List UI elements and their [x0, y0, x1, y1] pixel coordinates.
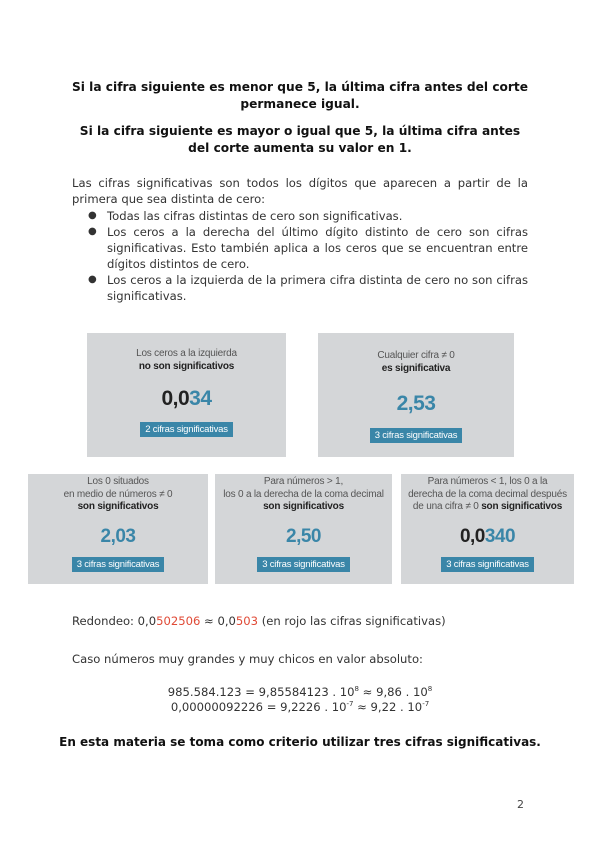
card-badge: 3 cifras significativas [72, 557, 165, 572]
bullet-icon: ● [88, 210, 97, 221]
conclusion: En esta materia se toma como criterio utilizar tres cifras significativas. [59, 735, 541, 749]
card-caption: Los 0 situados [87, 476, 149, 487]
card-caption: Cualquier cifra ≠ 0 [377, 350, 455, 361]
card-leading-zeros [87, 333, 286, 457]
card-caption: derecha de la coma decimal después [408, 488, 567, 500]
significant-rules-list [72, 208, 528, 304]
card-caption: los 0 a la derecha de la coma decimal [223, 488, 384, 500]
card-example-number: 0,034 [161, 387, 212, 410]
card-caption-bold: son significativos [481, 501, 563, 512]
list-item: ● Todas las cifras distintas de cero son significativas. [88, 209, 403, 223]
rule-menor-que-5: Si la cifra siguiente es menor que 5, la última cifra antes del corte permanece igual. [71, 80, 529, 111]
card-caption-bold: no son significativos [138, 360, 235, 372]
card-badge: 3 cifras significativas [257, 557, 350, 572]
card-badge: 3 cifras significativas [441, 557, 534, 572]
card-caption: Los ceros a la izquierda [136, 348, 237, 359]
list-item: ● Los ceros a la derecha del último dígito distinto de cero son cifras significativas. Esto también aplica a los ceros que se encuentran entre dígitos distintos de cero. [88, 225, 528, 271]
rounding-example: Redondeo: 0,0502506 ≈ 0,0503 (en rojo las cifras significativas) [72, 614, 446, 628]
page-number: 2 [517, 798, 524, 811]
card-trailing-zeros-lt1 [401, 474, 574, 584]
card-caption-bold: es significativa [381, 362, 451, 374]
card-example-number: 0,0340 [459, 525, 516, 547]
card-middle-zeros [28, 474, 208, 584]
card-caption-bold: son significativos [263, 501, 344, 512]
caso-text: Caso números muy grandes y muy chicos en valor absoluto: [72, 652, 423, 666]
scientific-example: 985.584.123 = 9,85584123 . $10^8 \approx 9,86$ . $10^8$ [167, 685, 433, 699]
scientific-example: 0,00000092226 = 9,2226 . $10^{-7} \approx 9,22$ . $10^{-7}$ [170, 700, 430, 714]
bullet-icon: ● [88, 274, 97, 285]
card-badge: 3 cifras significativas [370, 428, 463, 443]
card-caption-bold: son significativos [77, 501, 159, 512]
card-nonzero-digits [318, 333, 514, 457]
card-example-number: 2,50 [286, 525, 321, 547]
card-caption: en medio de números ≠ 0 [63, 488, 173, 500]
bullet-icon: ● [88, 226, 97, 237]
card-caption: Para números > 1, [263, 476, 344, 487]
card-caption: Para números < 1, los 0 a la [427, 476, 548, 487]
rule-mayor-igual-5: Si la cifra siguiente es mayor o igual que 5, la última cifra antes del corte aumenta su valor en 1. [79, 124, 521, 155]
card-example-number: 2,03 [100, 525, 136, 547]
card-example-number: 2,53 [396, 392, 436, 415]
card-badge: 2 cifras significativas [140, 422, 233, 437]
intro-section [72, 175, 528, 304]
card-trailing-zeros-gt1 [215, 474, 392, 584]
card-caption: de una cifra ≠ 0 [412, 501, 479, 512]
list-item: ● Los ceros a la izquierda de la primera cifra distinta de cero no son cifras significativas. [88, 273, 528, 303]
intro-text: Las cifras significativas son todos los dígitos que aparecen a partir de la primera que sea distinta de cero: [72, 176, 528, 206]
